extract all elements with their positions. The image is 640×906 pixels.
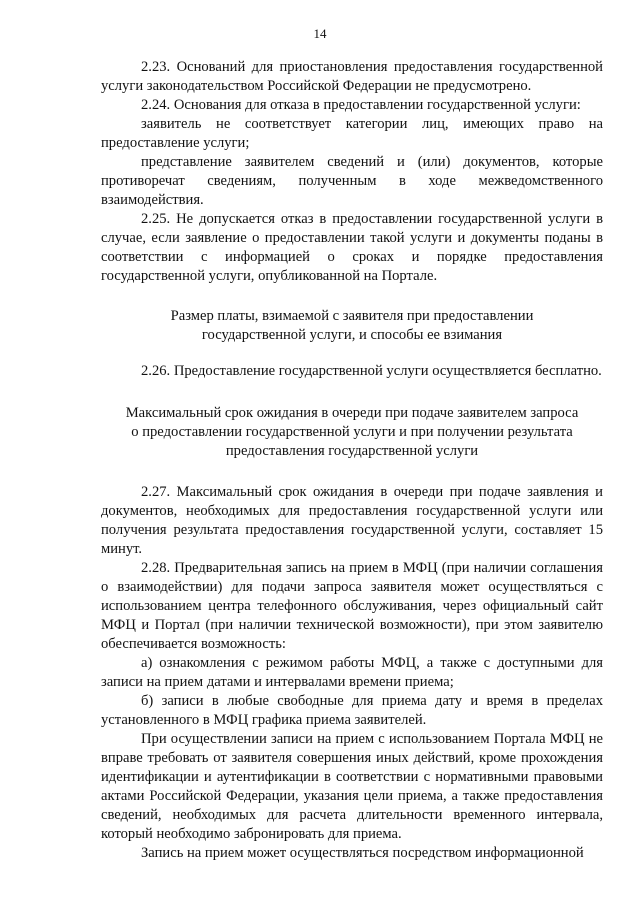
page-body	[101, 58, 603, 863]
paragraph-item-a: а) ознакомления с режимом работы МФЦ, а также с доступными для записи на прием датами и интервалами времени приема;	[101, 655, 603, 690]
paragraph-2-25: 2.25. Не допускается отказ в предоставлении государственной услуги в случае, если заявление о предоставлении такой услуги и документы поданы в соответствии с информацией о сроках и порядке предоставления государственной услуги, опубликованной на Портале.	[101, 211, 603, 284]
section-heading-queue-time	[101, 404, 603, 461]
heading-line: Размер платы, взимаемой с заявителя при предоставлении	[170, 308, 534, 324]
paragraph-refusal-reason-1: заявитель не соответствует категории лиц, имеющих право на предоставление услуги;	[101, 116, 603, 151]
paragraph-refusal-reason-2: представление заявителем сведений и (или) документов, которые противоречат сведениям, полученным в ходе межведомственного взаимодействия.	[101, 154, 603, 208]
paragraph-2-26: 2.26. Предоставление государственной услуги осуществляется бесплатно.	[141, 363, 602, 379]
heading-line: предоставления государственной услуги	[225, 443, 479, 459]
paragraph-2-28: 2.28. Предварительная запись на прием в МФЦ (при наличии соглашения о взаимодействии) для подачи запроса заявителя может осуществляться с использованием центра телефонного обслуживания, через официальный сайт МФЦ и Портал (при наличии технической возможности), при этом заявителю обеспечивается возможность:	[101, 560, 603, 652]
heading-line: государственной услуги, и способы ее взимания	[201, 327, 503, 343]
section-heading-fee	[101, 307, 603, 345]
paragraph-2-23: 2.23. Оснований для приостановления предоставления государственной услуги законодательством Российской Федерации не предусмотрено.	[101, 59, 603, 94]
heading-line: о предоставлении государственной услуги и при получении результата	[131, 424, 573, 440]
paragraph-portal-booking: При осуществлении записи на прием с использованием Портала МФЦ не вправе требовать от заявителя совершения иных действий, кроме прохождения идентификации и аутентификации в соответствии с нормативными правовыми актами Российской Федерации, указания цели приема, а также предоставления сведений, необходимых для расчета длительности временного интервала, который необходимо забронировать для приема.	[101, 731, 603, 842]
paragraph-2-24: 2.24. Основания для отказа в предоставлении государственной услуги:	[141, 97, 581, 113]
paragraph-booking-continued: Запись на прием может осуществляться посредством информационной	[141, 845, 584, 861]
paragraph-2-27: 2.27. Максимальный срок ожидания в очереди при подаче заявления и документов, необходимых для предоставления государственной услуги или получения результата предоставления государственной услуги, составляет 15 минут.	[101, 484, 603, 557]
heading-line: Максимальный срок ожидания в очереди при подаче заявителем запроса	[125, 405, 579, 421]
page-number: 14	[313, 26, 327, 41]
paragraph-item-b: б) записи в любые свободные для приема дату и время в пределах установленного в МФЦ графика приема заявителей.	[101, 693, 603, 728]
